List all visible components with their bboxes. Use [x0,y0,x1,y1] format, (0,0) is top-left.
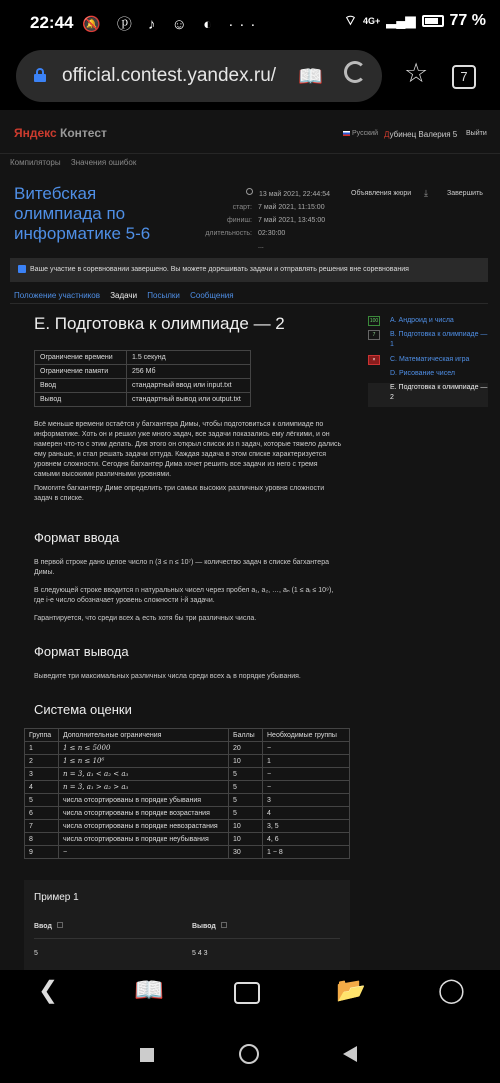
limits-table [34,350,251,407]
tabs-count-button[interactable]: 7 [452,65,476,89]
problem-item-a[interactable]: 100 A. Андроид и числа [369,317,454,324]
network-label: 4G+ [363,16,381,26]
table-row: 3 n = 3, a₁ < a₂ < a₃ 5 − [25,768,350,781]
example-output-heading: Вывод [192,922,227,930]
problem-list [368,316,488,408]
input-format-heading: Формат ввода [34,530,120,545]
input-paragraph: В первой строке дано целое число n (3 ≤ n ≤ 10⁷) — количество задач в списке багхантера Димы. [34,559,329,576]
table-row: 7 числа отсортированы в порядке невозрастания 10 3, 5 [25,820,350,833]
tab-submissions[interactable]: Посылки [147,291,180,300]
start-time: 7 май 2021, 11:15:00 [258,204,325,211]
table-row: 5 числа отсортированы в порядке убывания 5 3 [25,794,350,807]
input-paragraph: Гарантируется, что среди всех aᵢ есть хотя бы три различных числа. [34,615,257,622]
jury-announcements-link[interactable]: Объявления жюри [351,190,412,197]
finish-time: 7 май 2021, 13:45:00 [258,217,326,224]
system-back-icon[interactable] [343,1046,357,1062]
language-switch[interactable]: Русский [343,130,378,137]
contest-meta: 13 май 2021, 22:44:54 старт: 7 май 2021, 11:15:00 финиш: 7 май 2021, 13:45:00 длительность: 02:30:00 ... [200,188,330,253]
top-links [10,158,144,167]
url-text[interactable]: official.contest.yandex.ru/ [62,65,277,86]
clock-icon [246,188,253,195]
output-paragraph: Выведите три максимальных различных числа среди всех aᵢ в порядке убывания. [34,673,301,680]
table-row: Вывод стандартный вывод или output.txt [35,393,251,407]
problem-item-d[interactable]: D. Рисование чисел [390,370,455,377]
table-row: 9 − 30 1 − 8 [25,846,350,859]
recent-apps-icon[interactable] [140,1048,154,1062]
yandex-contest-logo[interactable]: Яндекс Контест [14,126,107,140]
status-badge: × [368,355,380,365]
battery-icon [422,15,444,27]
tabs-icon[interactable] [234,982,260,1004]
contest-tabs [14,291,242,300]
home-icon[interactable] [239,1044,259,1064]
flag-icon [343,131,350,136]
table-row: 8 числа отсортированы в порядке неубывания 10 4, 6 [25,833,350,846]
wifi-icon: ⌔ [343,12,358,28]
divider [10,303,488,304]
table-row: 6 числа отсортированы в порядке возрастания 5 4 [25,807,350,820]
contest-title[interactable]: Витебская олимпиада по информатике 5-6 [14,184,151,243]
profile-icon[interactable]: ◯ [438,977,465,1004]
reload-icon[interactable] [344,61,366,83]
statement-paragraph: Помогите багхантеру Диме определить три самых высоких различных уровня сложности задач в списке. [34,485,325,502]
browser-toolbar [0,970,500,1016]
browser-bar [0,46,500,106]
user-name[interactable]: Дубинец Валерия 5 [384,130,458,139]
bookmark-star-icon[interactable]: ☆ [404,58,429,88]
scoring-table [24,728,350,859]
table-row: Ограничение времени 1.5 секунд [35,351,251,365]
participation-notice: Ваше участие в соревновании завершено. Вы можете дорешивать задачи и отправлять решения вне соревнования [10,258,488,282]
table-row: 1 1 ≤ n ≤ 5000 20 − [25,742,350,755]
table-row: Ограничение памяти 256 Мб [35,365,251,379]
compilers-link[interactable]: Компиляторы [10,158,61,167]
download-icon[interactable]: ⤓ [424,188,428,198]
example-input-value: 5 [34,950,38,957]
status-bar [0,0,500,46]
notification-icons: 🔕 ⓟ ♪ ☺ ◐ ··· [82,16,262,33]
reader-mode-icon[interactable]: 📖 [298,66,323,88]
info-icon [18,265,26,273]
status-badge: 7 [368,330,380,340]
finish-button[interactable]: Завершить [447,190,483,197]
back-icon[interactable]: ❮ [38,977,59,1004]
problem-item-c[interactable]: × C. Математическая игра [368,355,488,368]
battery-label: 77 % [449,12,486,29]
site-header [0,110,500,154]
status-time: 22:44 [30,13,74,32]
table-row: 2 1 ≤ n ≤ 10⁶ 10 1 [25,755,350,768]
table-header-row: Группа Дополнительные ограничения Баллы Необходимые группы [25,729,350,742]
copy-icon[interactable] [57,922,63,928]
table-row: 4 n = 3, a₁ > a₂ > a₃ 5 − [25,781,350,794]
current-time: 13 май 2021, 22:44:54 [259,191,331,198]
status-badge: 100 [369,318,379,324]
copy-icon[interactable] [221,922,227,928]
page-content [0,110,500,970]
lock-icon [34,68,46,82]
logout-link[interactable]: Выйти [466,130,487,137]
statement-paragraph: Всё меньше времени остаётся у багхантера Димы, чтобы подготовиться к олимпиаде по информатике. Хоть он и решил уже много задач, все задачи показались ему лёгкими, и он намерен что-то с этим делать. Для этого он открыл список из n задач, которые тяжело дались ему раньше, и стал решать задачи оттуда. Каждая задача в этом списке характеризуется уровнем сложности. Сегодня багхантер Дима хочет решить все задачи из него с тремя самыми высокими различными уровнями. [34,421,342,478]
problem-item-e[interactable]: E. Подготовка к олимпиаде — 2 [368,383,488,407]
problem-item-b[interactable]: 7 B. Подготовка к олимпиаде — 1 [368,330,488,354]
signal-icon: ▂▄▆ [386,13,416,28]
address-bar[interactable] [16,50,382,102]
problem-title: Е. Подготовка к олимпиаде — 2 [34,314,285,333]
example-title: Пример 1 [34,892,79,903]
downloads-icon[interactable]: 📂 [336,977,366,1004]
error-codes-link[interactable]: Значения ошибок [70,158,137,167]
scoring-heading: Система оценки [34,702,132,717]
system-nav-bar [0,1016,500,1083]
input-paragraph: В следующей строке вводится n натуральных чисел через пробел a₁, a₂, …, aₙ (1 ≤ aᵢ ≤ 10⁹), где i-е число обозначает уровень сложности i-й задачи. [34,587,334,604]
example-output-value: 5 4 3 [192,950,208,957]
duration: 02:30:00 [258,230,286,237]
example-block [24,880,350,970]
tab-standings[interactable]: Положение участников [14,291,100,300]
more-dots[interactable]: ... [258,243,264,250]
bookmarks-icon[interactable]: 📖 [134,977,164,1004]
table-row: Ввод стандартный ввод или input.txt [35,379,251,393]
tab-problems[interactable]: Задачи [110,291,138,300]
divider [34,938,340,939]
example-input-heading: Ввод [34,922,63,930]
status-right [344,12,486,30]
tab-messages[interactable]: Сообщения [190,291,234,300]
output-format-heading: Формат вывода [34,644,129,659]
